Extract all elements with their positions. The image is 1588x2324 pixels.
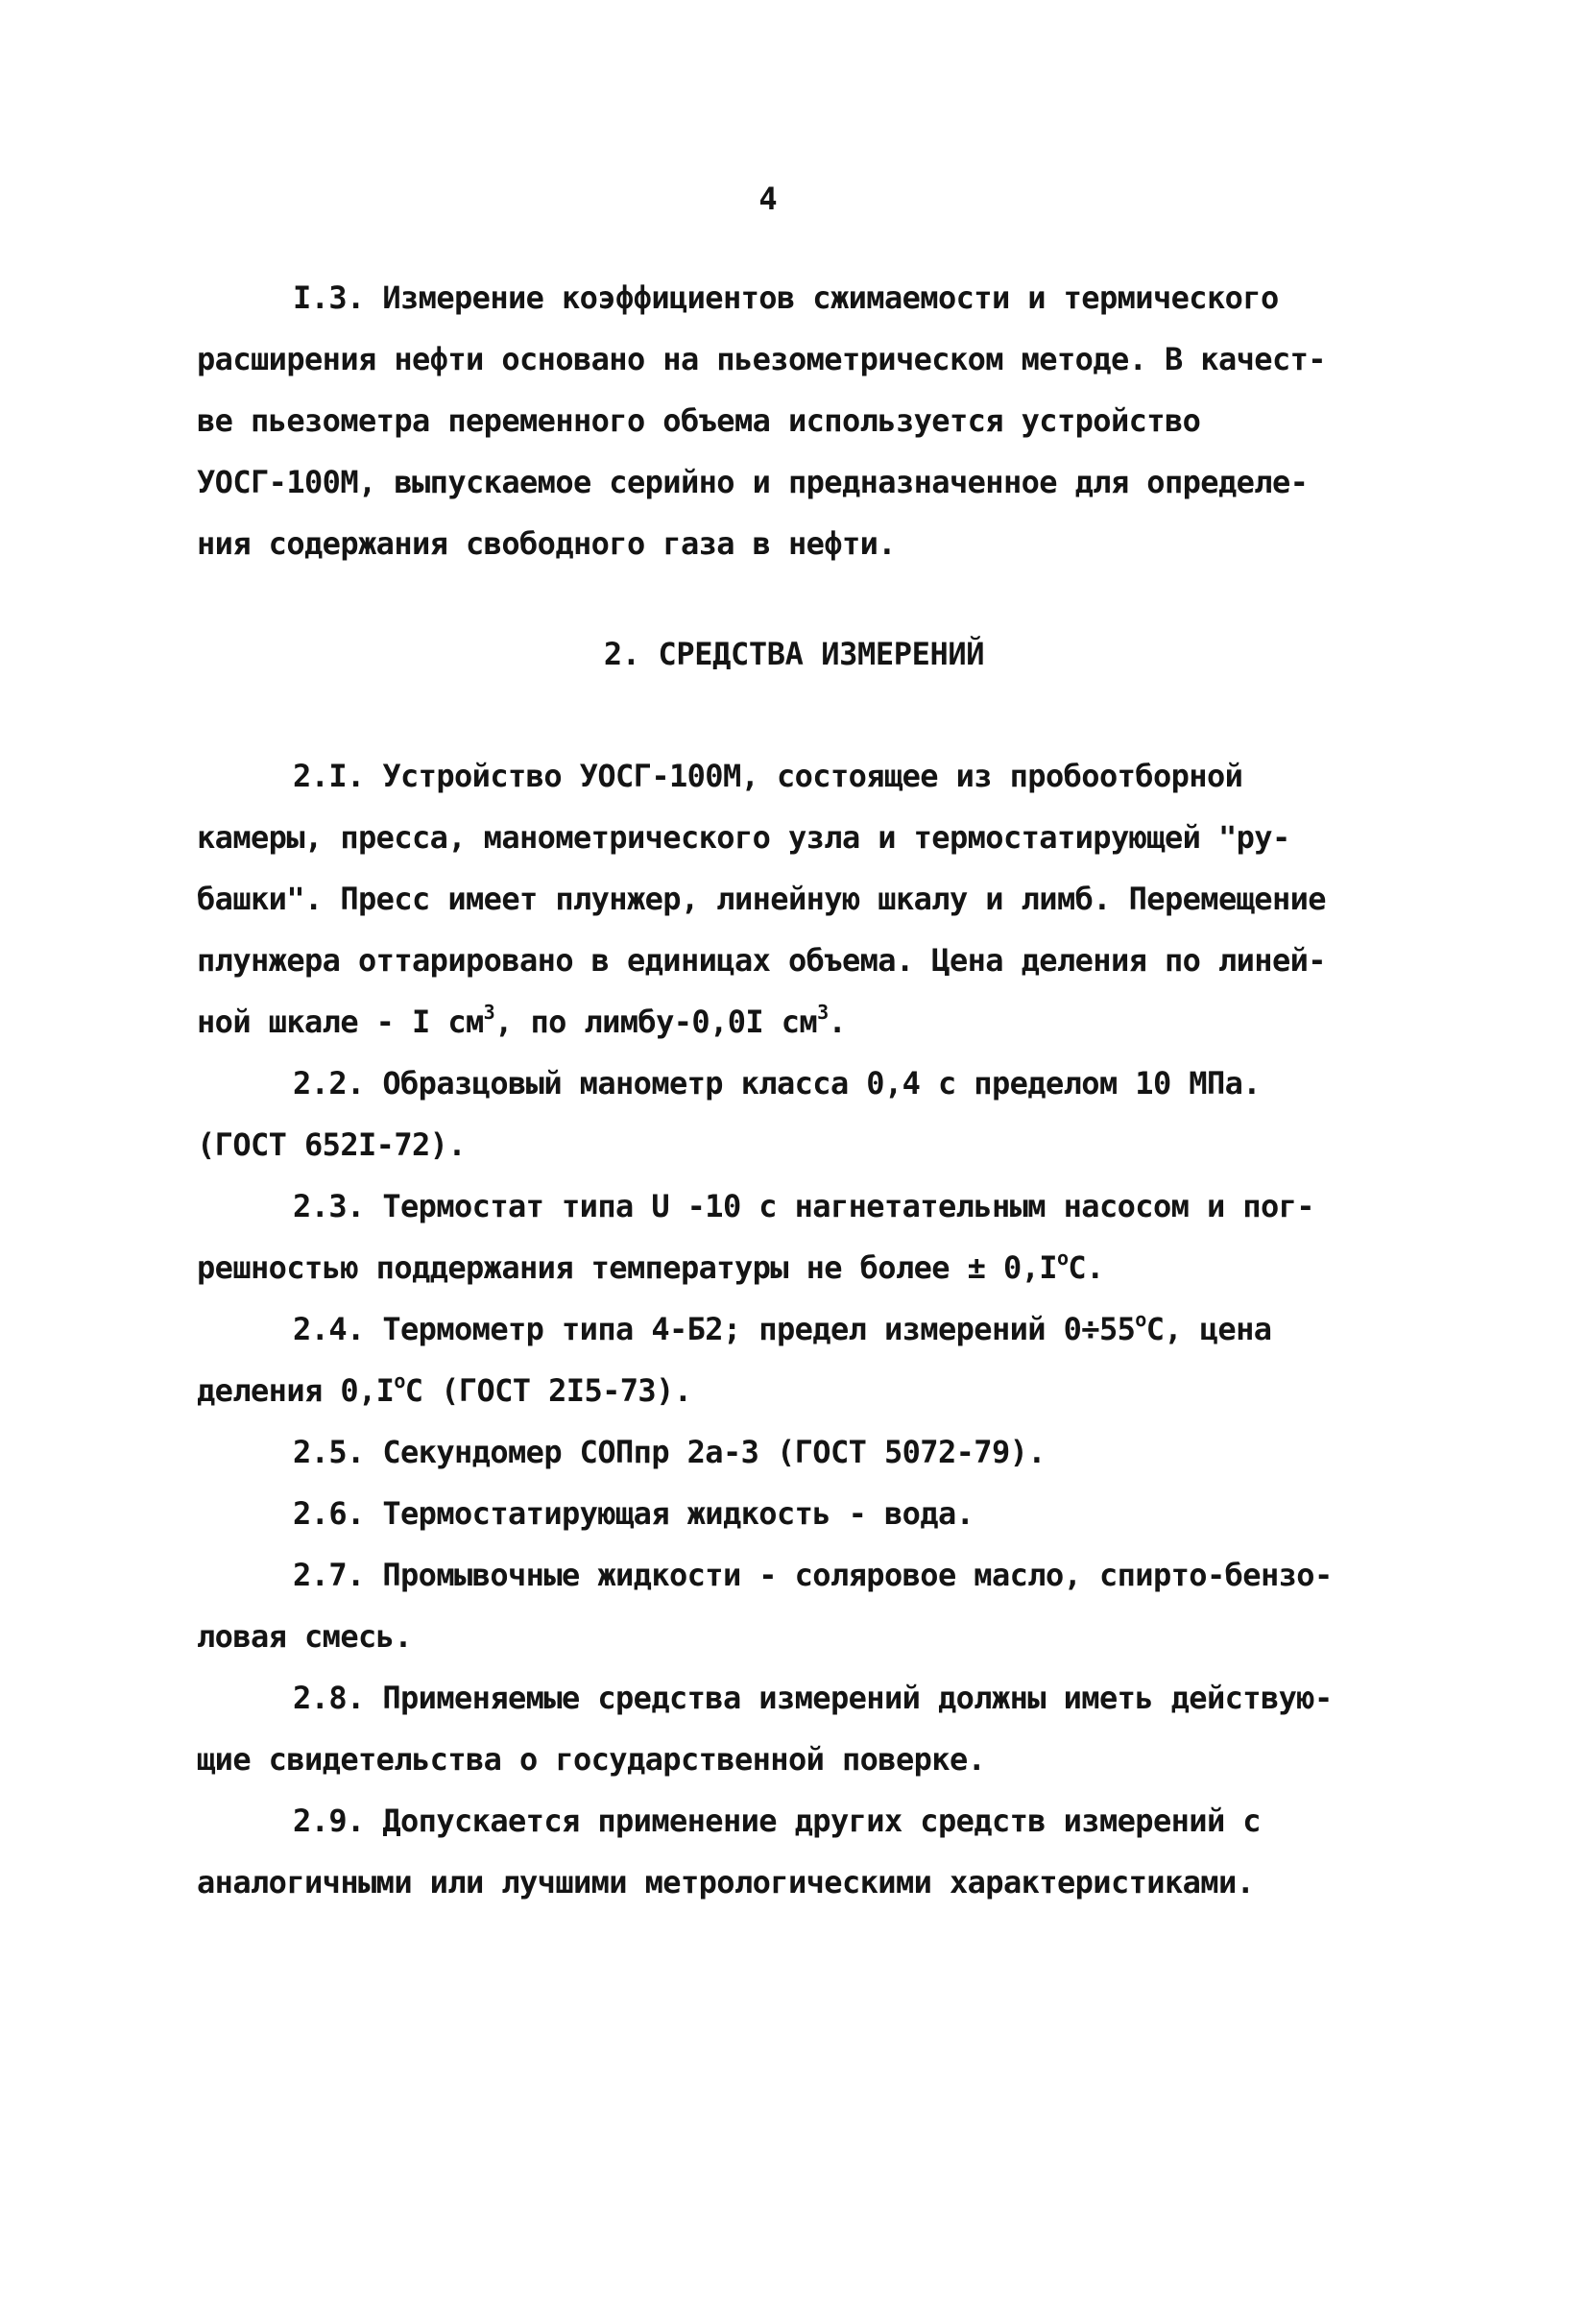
paragraph-line: 2.5. Секундомер СОПпр 2а-3 (ГОСТ 5072-79).: [293, 1434, 1046, 1470]
text-fragment: С, цена: [1145, 1311, 1272, 1347]
text-fragment: ной шкале - I см: [197, 1004, 484, 1040]
paragraph-line: камеры, пресса, манометрического узла и термостатирующей "ру-: [197, 819, 1290, 856]
text-fragment: С (ГОСТ 2I5-73).: [404, 1372, 692, 1409]
section-2-body: [197, 745, 1407, 1913]
superscript: o: [394, 1369, 405, 1392]
paragraph-line: (ГОСТ 652I-72).: [197, 1126, 466, 1163]
text-fragment: деления 0,I: [197, 1372, 395, 1409]
paragraph-line: УОСГ-100М, выпускаемое серийно и предназначенное для определе-: [197, 464, 1309, 500]
paragraph-line: [197, 1298, 1407, 1360]
paragraph-line: ве пьезометра переменного объема используется устройство: [197, 402, 1201, 439]
superscript: o: [1056, 1247, 1069, 1270]
paragraph-line: [197, 991, 1407, 1053]
text-fragment: 2.4. Термометр типа 4-Б2; предел измерений 0÷55: [293, 1311, 1136, 1347]
page-number: 4: [758, 181, 778, 217]
paragraph-line: 2.I. Устройство УОСГ-100М, состоящее из пробоотборной: [293, 758, 1243, 794]
paragraph-1-3: [197, 267, 1407, 574]
paragraph-line: 2.3. Термостат типа U -10 с нагнетательным насосом и пог-: [293, 1188, 1314, 1224]
text-fragment: .: [828, 1004, 847, 1040]
text-fragment: С.: [1068, 1249, 1104, 1286]
paragraph-line: 2.7. Промывочные жидкости - соляровое масло, спирто-бензо-: [293, 1557, 1333, 1593]
paragraph-line: ловая смесь.: [197, 1618, 412, 1655]
paragraph-line: 2.2. Образцовый манометр класса 0,4 с пределом 10 МПа.: [293, 1065, 1261, 1101]
superscript: 3: [483, 1001, 495, 1024]
paragraph-line: [197, 1360, 1407, 1421]
paragraph-line: щие свидетельства о государственной поверке.: [197, 1741, 986, 1778]
paragraph-line: ния содержания свободного газа в нефти.: [197, 525, 896, 562]
paragraph-line: [197, 1237, 1407, 1298]
paragraph-line: плунжера оттарировано в единицах объема. Цена деления по линей-: [197, 942, 1326, 979]
section-heading: 2. СРЕДСТВА ИЗМЕРЕНИЙ: [603, 636, 985, 672]
paragraph-line: I.3. Измерение коэффициентов сжимаемости и термического: [293, 279, 1279, 316]
text-fragment: решностью поддержания температуры не более ± 0,I: [197, 1249, 1057, 1286]
paragraph-line: расширения нефти основано на пьезометрическом методе. В качест-: [197, 341, 1326, 377]
superscript: 3: [817, 1001, 829, 1024]
superscript: o: [1135, 1308, 1146, 1331]
paragraph-line: 2.9. Допускается применение других средств измерений с: [293, 1803, 1261, 1839]
paragraph-line: 2.6. Термостатирующая жидкость - вода.: [293, 1495, 974, 1532]
text-fragment: , по лимбу-0,0I см: [494, 1004, 818, 1040]
paragraph-line: башки". Пресс имеет плунжер, линейную шкалу и лимб. Перемещение: [197, 881, 1326, 917]
paragraph-line: аналогичными или лучшими метрологическими характеристиками.: [197, 1864, 1255, 1900]
paragraph-line: 2.8. Применяемые средства измерений должны иметь действую-: [293, 1680, 1333, 1716]
